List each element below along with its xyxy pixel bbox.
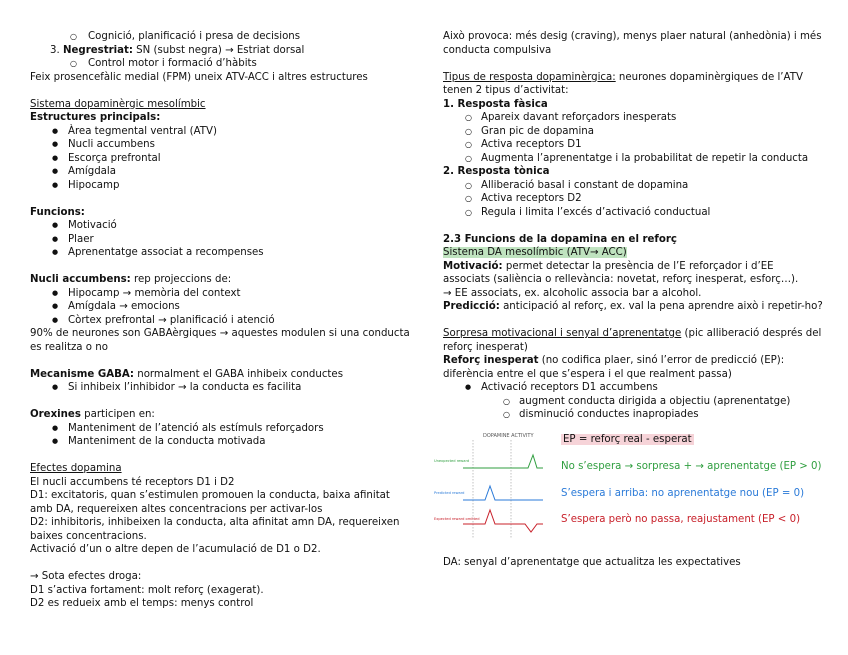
caption-omitted: S’espera però no passa, reajustament (EP < 0): [561, 514, 801, 525]
paragraph: D1 s’activa fortament: molt reforç (exagerat).: [30, 584, 264, 596]
paragraph: Això provoca: més desig (craving), menys plaer natural (anhedònia) i més conducta compulsiva: [443, 31, 822, 56]
paragraph: Feix prosencefàlic medial (FPM) uneix ATV-ACC i altres estructures: [30, 71, 368, 83]
trace-predicted: [463, 486, 543, 500]
paragraph: → Sota efectes droga:: [30, 571, 142, 582]
diagram-title: DOPAMINE ACTIVITY: [483, 433, 534, 439]
label: 1. Resposta fàsica: [443, 98, 548, 110]
list-item: ○ disminució conductes inapropiades: [443, 408, 823, 422]
list-item: ● Si inhibeix l’inhibidor → la conducta es facilita: [30, 381, 410, 395]
section-heading: Sistema dopaminèrgic mesolímbic: [30, 98, 206, 110]
paragraph: El nucli accumbens té receptors D1 i D2: [30, 476, 235, 488]
list-item: ● Àrea tegmental ventral (ATV): [30, 125, 410, 139]
paragraph: Sorpresa motivacional i senyal d’aprenentatge (pic alliberació després del reforç inesperat): [443, 328, 822, 353]
list-item: ● Motivació: [30, 219, 410, 233]
list-item: ○ augment conducta dirigida a objectiu (aprenentatge): [443, 395, 823, 409]
paragraph: Tipus de resposta dopaminèrgica: neurones dopaminèrgiques de l’ATV tenen 2 tipus d’activitat:: [443, 71, 803, 96]
label: Estructures principals:: [30, 112, 161, 123]
list-item: ● Amígdala → emocions: [30, 300, 410, 314]
paragraph: Mecanisme GABA: normalment el GABA inhibeix conductes: [30, 368, 344, 380]
row-label-predicted: Predicted reward: [434, 491, 465, 495]
paragraph: D2 es redueix amb el temps: menys control: [30, 598, 254, 609]
paragraph: Predicció: anticipació al reforç, ex. val la pena aprendre això i repetir-ho?: [443, 301, 823, 312]
list-item: ○ Regula i limita l’excés d’activació conductual: [443, 206, 823, 220]
paragraph: Orexines participen en:: [30, 409, 155, 420]
list-item: ○ Activa receptors D1: [443, 138, 823, 152]
list-item: ● Plaer: [30, 233, 410, 247]
list-item: ○ Alliberació basal i constant de dopamina: [443, 179, 823, 193]
caption-predicted: S’espera i arriba: no aprenentatge nou (EP = 0): [561, 488, 805, 499]
right-column: [443, 30, 823, 422]
list-item: ● Manteniment de la conducta motivada: [30, 435, 410, 449]
label: Funcions:: [30, 206, 85, 218]
list-item: ● Nucli accumbens: [30, 138, 410, 152]
trace-unexpected: [463, 455, 543, 468]
da-summary: DA: senyal d’aprenentatge que actualitza les expectatives: [443, 557, 741, 568]
paragraph: Motivació: permet detectar la presència de l’E reforçador i d’EE associats (saliència o rellevància: novetat, reforç inesperat, esforç…).: [443, 260, 799, 285]
paragraph: Activació d’un o altre depen de l’acumulació de D1 o D2.: [30, 544, 321, 555]
list-item: ● Escorça prefrontal: [30, 152, 410, 166]
list-item: ○ Augmenta l’aprenentatge i la probabilitat de repetir la conducta: [443, 152, 823, 166]
caption-unexpected: No s’espera → sorpresa + → aprenentatge (EP > 0): [561, 461, 822, 472]
list-item: ● Hipocamp → memòria del context: [30, 287, 410, 301]
dopamine-activity-diagram: [433, 428, 545, 540]
paragraph: D1: excitatoris, quan s’estimulen promouen la conducta, baixa afinitat amb DA, requereixen altes concentracions per activar-los: [30, 490, 390, 515]
paragraph: D2: inhibitoris, inhibeixen la conducta, alta afinitat amn DA, requereixen baixes concentracions.: [30, 517, 400, 542]
list-item: ○ Gran pic de dopamina: [443, 125, 823, 139]
section-heading: Efectes dopamina: [30, 463, 122, 474]
paragraph: 90% de neurones son GABAèrgiques → aquestes modulen si una conducta es realitza o no: [30, 328, 410, 353]
paragraph: → EE associats, ex. alcoholic associa bar a alcohol.: [443, 287, 702, 299]
list-item: ● Activació receptors D1 accumbens: [443, 381, 823, 395]
row-label-unexpected: Unexpected reward: [434, 459, 470, 463]
dopamine-figure: [433, 428, 833, 540]
row-label-omitted: Expected reward omitted: [434, 517, 480, 521]
highlighted-text: Sistema DA mesolímbic (ATV→ ACC): [443, 247, 627, 258]
list-item: ● Hipocamp: [30, 179, 410, 193]
list-item: ● Amígdala: [30, 165, 410, 179]
paragraph: Nucli accumbens: rep projeccions de:: [30, 274, 232, 285]
list-item: ○ Apareix davant reforçadors inesperats: [443, 111, 823, 125]
list-item: 3. Negrestriat: SN (subst negra) → Estriat dorsal: [50, 44, 305, 56]
list-item: ● Aprenentatge associat a recompenses: [30, 246, 410, 260]
caption-ep-formula: EP = reforç real - esperat: [563, 434, 692, 445]
left-column: [30, 30, 410, 611]
list-item: ● Còrtex prefrontal → planificació i atenció: [30, 314, 410, 328]
list-item: ○ Cognició, planificació i presa de decisions: [30, 30, 410, 44]
list-item: ○ Control motor i formació d’hàbits: [30, 57, 410, 71]
list-item: ● Manteniment de l’atenció als estímuls reforçadors: [30, 422, 410, 436]
paragraph: Reforç inesperat (no codifica plaer, sinó l’error de predicció (EP): diferència entre el que s’espera i el que realment passa): [443, 355, 785, 380]
list-item: ○ Activa receptors D2: [443, 192, 823, 206]
label: 2. Resposta tònica: [443, 166, 550, 177]
trace-omitted: [463, 510, 543, 532]
section-heading: 2.3 Funcions de la dopamina en el reforç: [443, 233, 677, 245]
